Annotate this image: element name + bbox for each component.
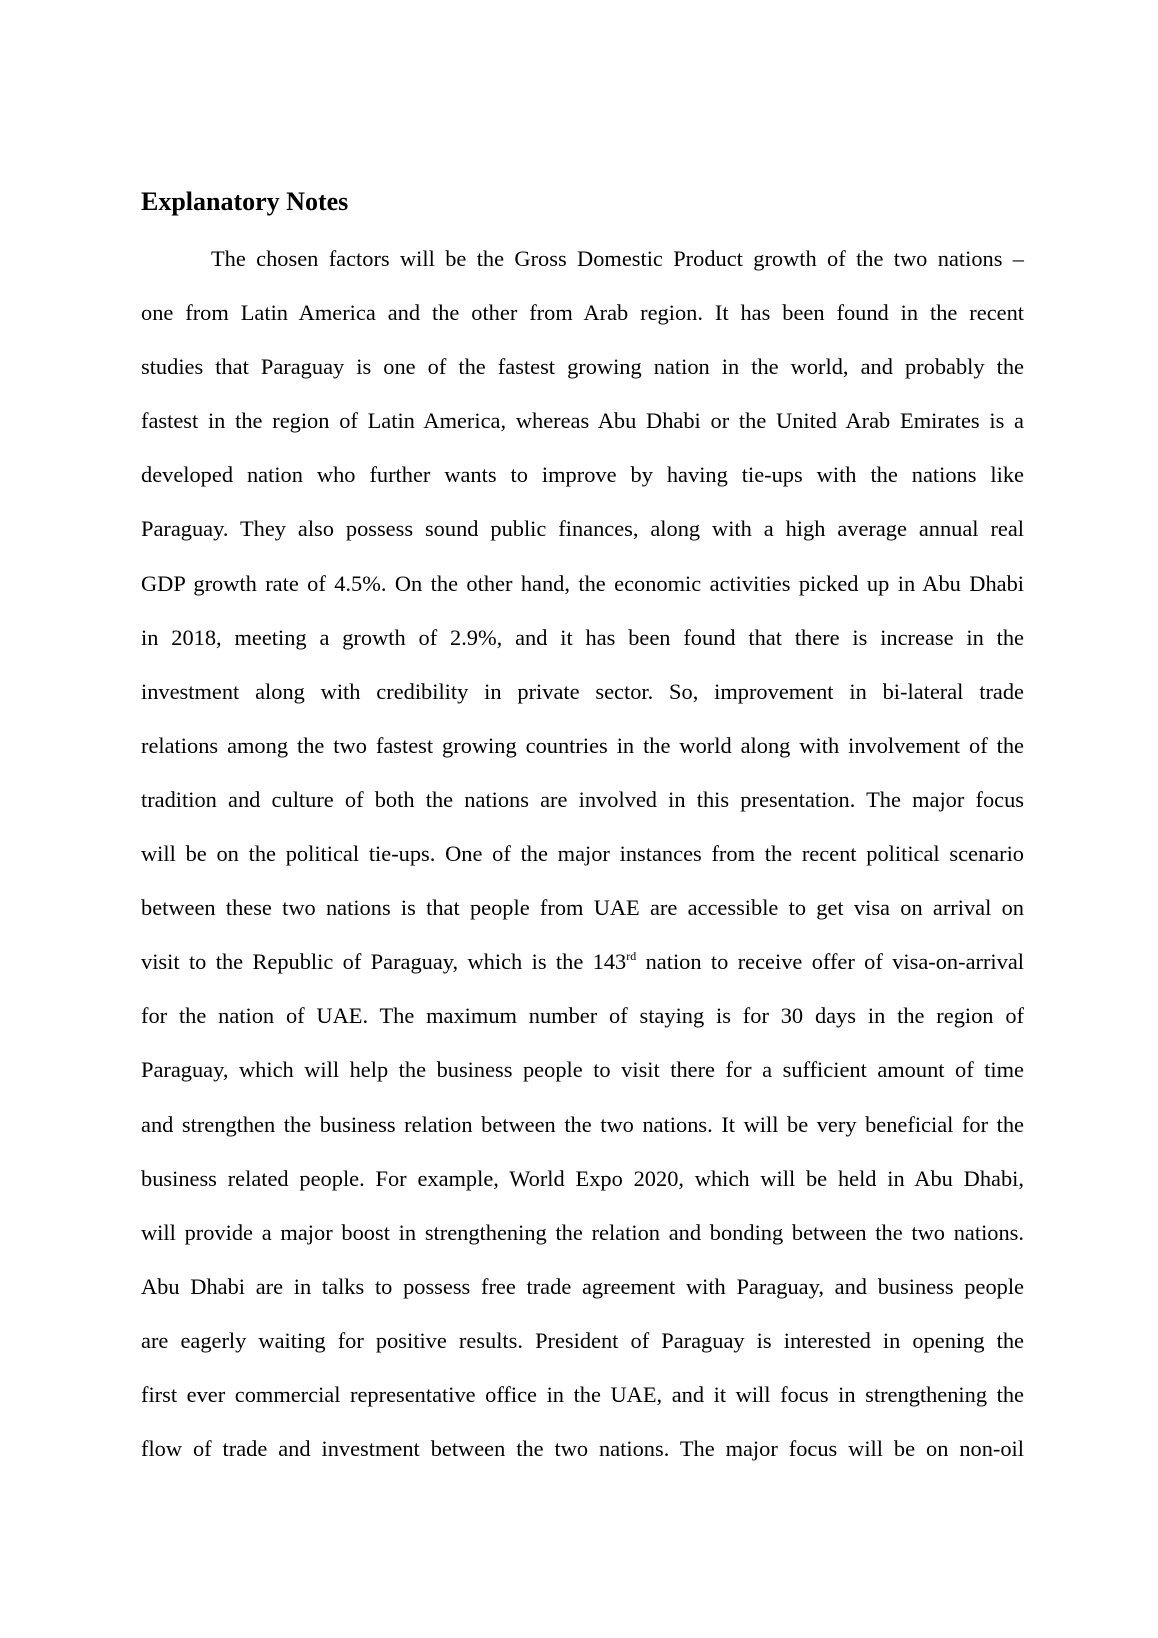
paragraph-line: investment along with credibility in private sector. So, improvement in bi-lateral trade [141,678,1024,704]
paragraph-line: business related people. For example, World Expo 2020, which will be held in Abu Dhabi, [141,1165,1024,1191]
paragraph-line: first ever commercial representative office in the UAE, and it will focus in strengthening the [141,1381,1024,1407]
paragraph-line: are eagerly waiting for positive results. President of Paraguay is interested in opening the [141,1327,1024,1353]
paragraph-line: GDP growth rate of 4.5%. On the other hand, the economic activities picked up in Abu Dhabi [141,570,1024,596]
paragraph-line: between these two nations is that people from UAE are accessible to get visa on arrival on [141,895,1024,921]
paragraph-line: will provide a major boost in strengthening the relation and bonding between the two nations. [141,1219,1024,1245]
paragraph-line: developed nation who further wants to improve by having tie-ups with the nations like [141,462,1024,488]
paragraph-line: studies that Paraguay is one of the fastest growing nation in the world, and probably the [141,354,1024,380]
paragraph-line: Paraguay, which will help the business people to visit there for a sufficient amount of time [141,1057,1024,1083]
paragraph-line: tradition and culture of both the nations are involved in this presentation. The major focus [141,786,1024,812]
paragraph-line: and strengthen the business relation between the two nations. It will be very beneficial for the [141,1111,1024,1137]
line-text: visit to the Republic of Paraguay, which is the 143 [141,949,627,975]
paragraph-line: one from Latin America and the other from Arab region. It has been found in the recent [141,300,1024,326]
section-heading: Explanatory Notes [141,187,349,216]
paragraph-line [141,950,1024,1004]
line-text: nation to receive offer of visa-on-arrival [636,949,1024,975]
paragraph-line: The chosen factors will be the Gross Domestic Product growth of the two nations – [211,246,1024,271]
paragraph-line: in 2018, meeting a growth of 2.9%, and it has been found that there is increase in the [141,624,1024,650]
paragraph-line: fastest in the region of Latin America, whereas Abu Dhabi or the United Arab Emirates is a [141,408,1024,434]
ordinal-suffix: rd [626,949,637,964]
paragraph-line: for the nation of UAE. The maximum number of staying is for 30 days in the region of [141,1003,1024,1029]
body-paragraph [141,247,1024,1491]
paragraph-line: will be on the political tie-ups. One of the major instances from the recent political scenario [141,841,1024,867]
paragraph-line: flow of trade and investment between the two nations. The major focus will be on non-oil [141,1436,1024,1462]
paragraph-line: Abu Dhabi are in talks to possess free trade agreement with Paraguay, and business people [141,1273,1024,1299]
paragraph-line: relations among the two fastest growing countries in the world along with involvement of the [141,732,1024,758]
paragraph-line: Paraguay. They also possess sound public finances, along with a high average annual real [141,516,1024,542]
